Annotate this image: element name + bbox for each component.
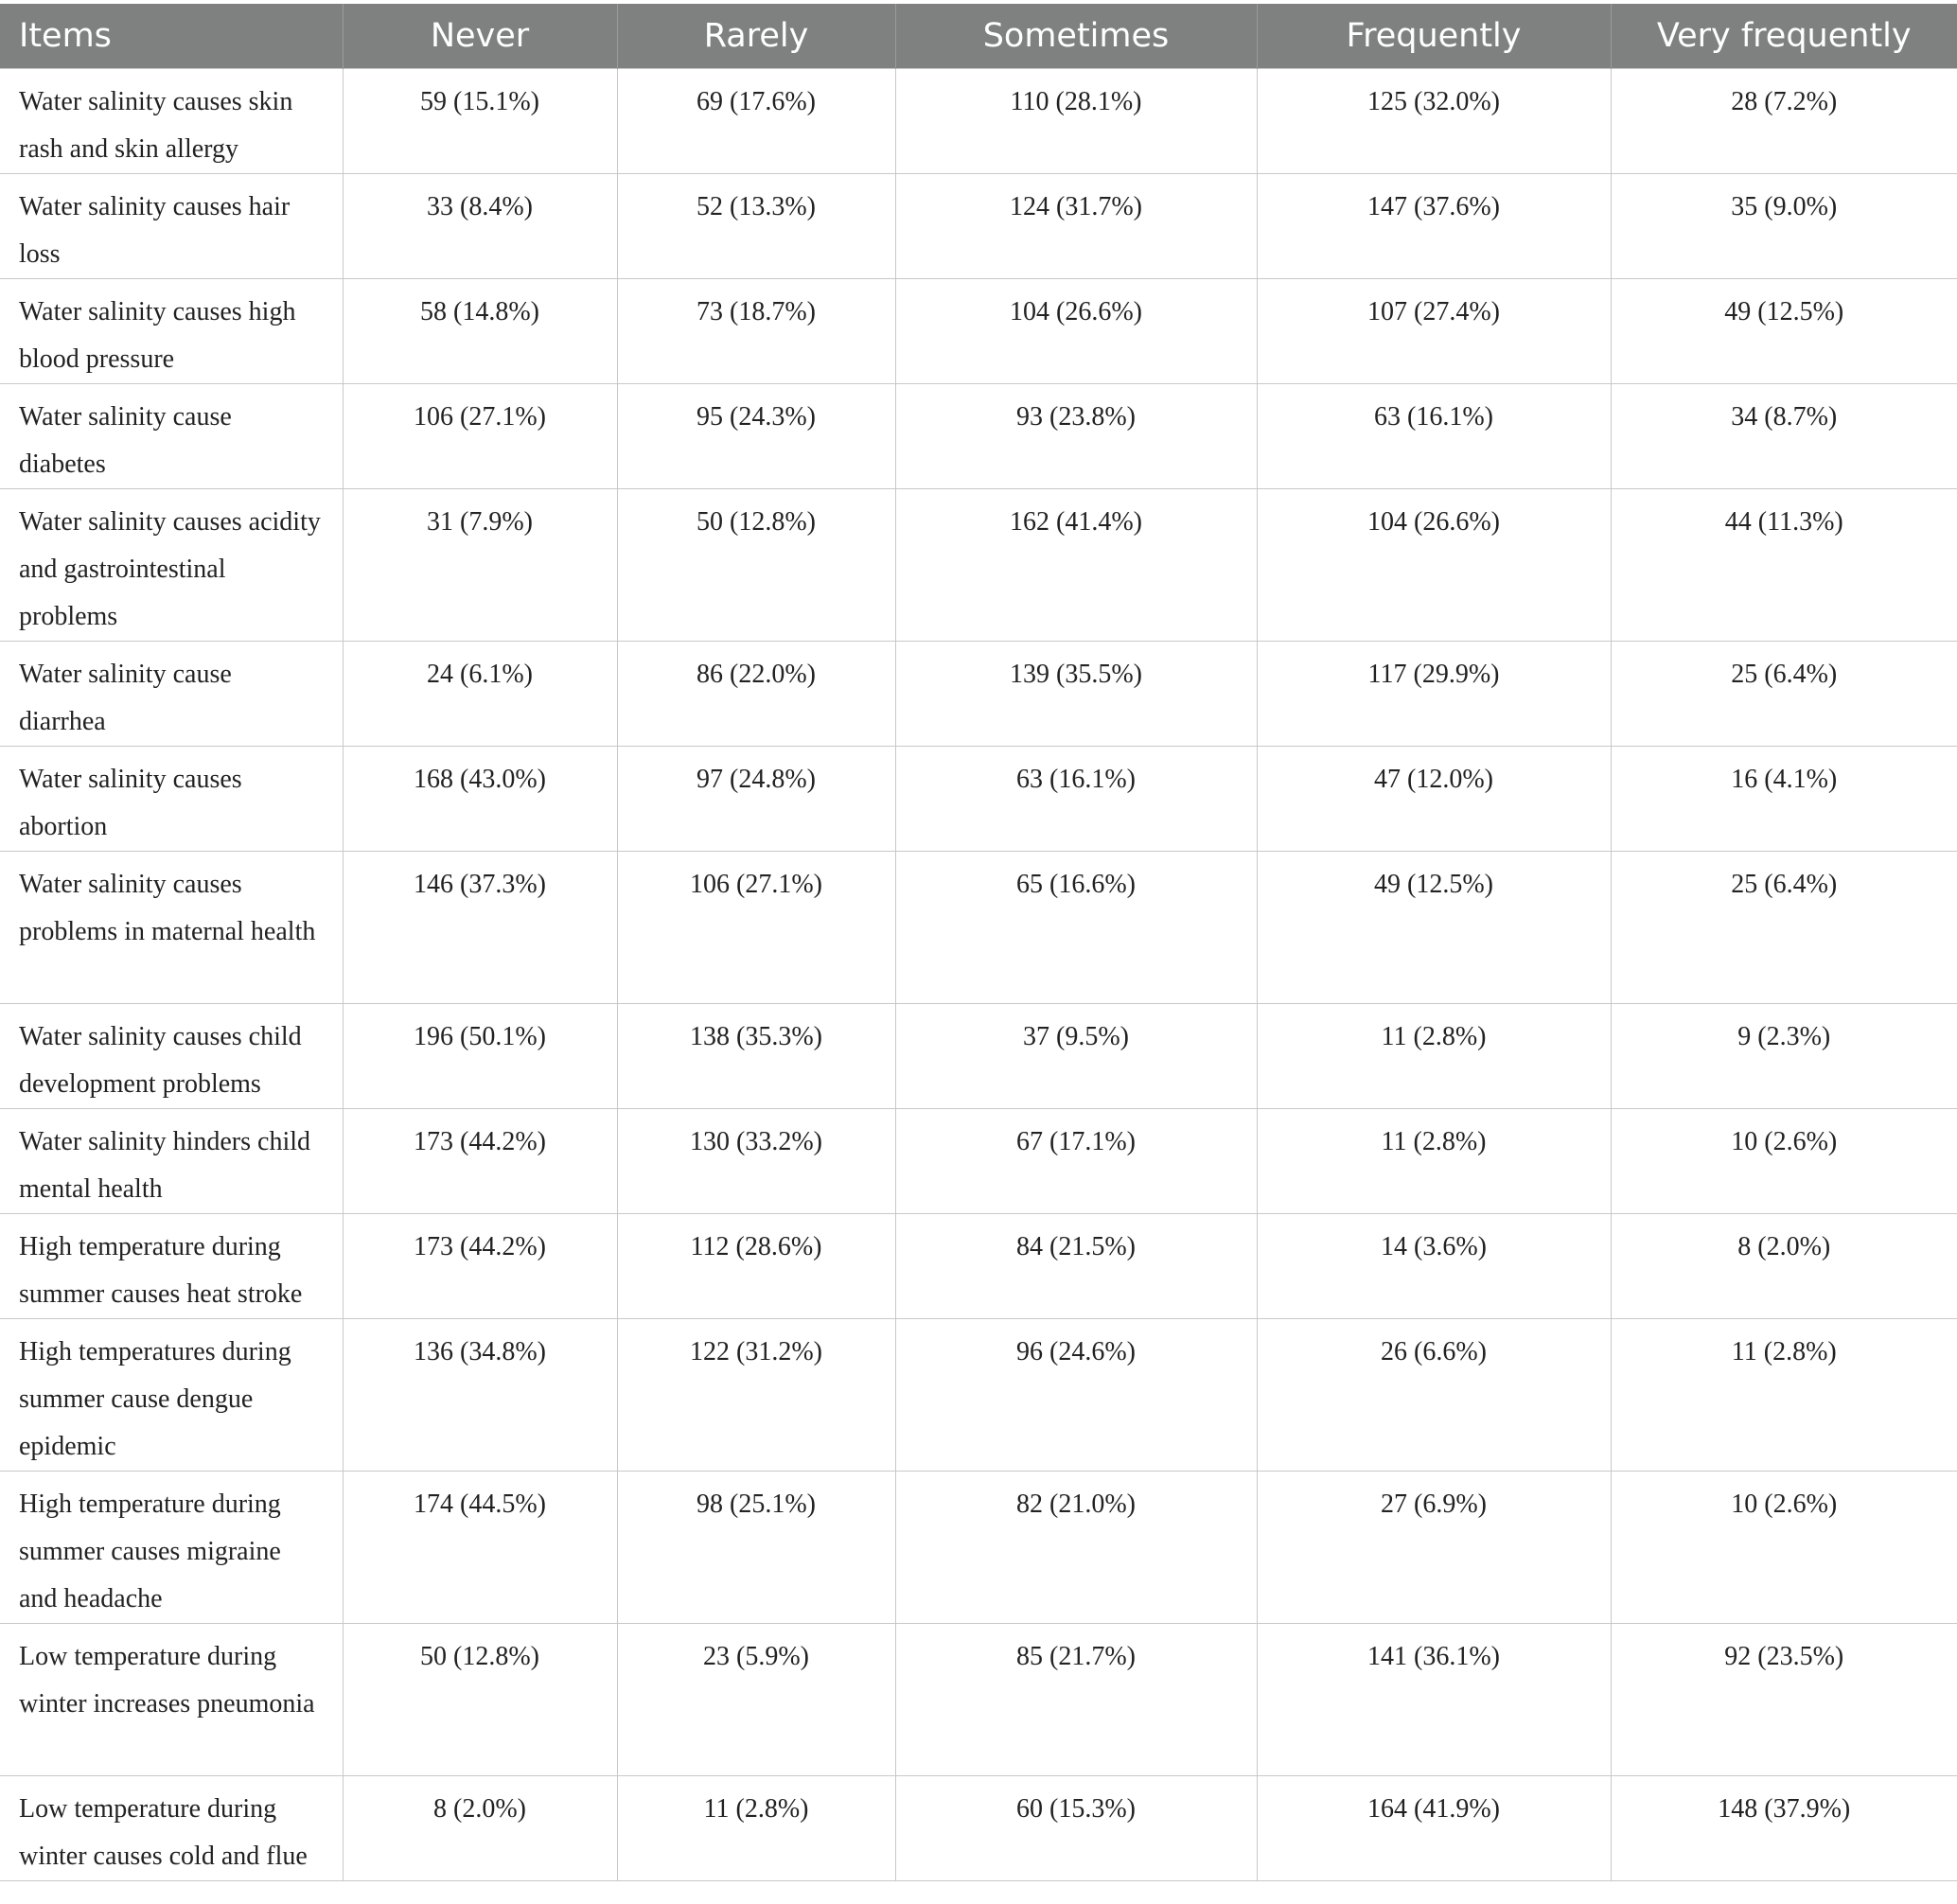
very-frequently-cell: 8 (2.0%) xyxy=(1611,1214,1957,1319)
very-frequently-cell: 28 (7.2%) xyxy=(1611,69,1957,174)
frequently-cell: 11 (2.8%) xyxy=(1257,1004,1611,1109)
item-cell: Low temperature during winter causes cold and flue xyxy=(0,1776,343,1881)
never-cell: 196 (50.1%) xyxy=(343,1004,617,1109)
frequently-cell: 125 (32.0%) xyxy=(1257,69,1611,174)
frequently-cell: 147 (37.6%) xyxy=(1257,174,1611,279)
table-row xyxy=(0,747,1957,852)
table-header xyxy=(0,4,1957,69)
never-cell: 173 (44.2%) xyxy=(343,1109,617,1214)
table-row xyxy=(0,1109,1957,1214)
frequently-cell: 107 (27.4%) xyxy=(1257,279,1611,384)
never-cell: 33 (8.4%) xyxy=(343,174,617,279)
never-cell: 8 (2.0%) xyxy=(343,1776,617,1881)
frequently-cell: 47 (12.0%) xyxy=(1257,747,1611,852)
sometimes-cell: 139 (35.5%) xyxy=(895,642,1257,747)
table-row xyxy=(0,384,1957,489)
never-cell: 173 (44.2%) xyxy=(343,1214,617,1319)
rarely-cell: 52 (13.3%) xyxy=(617,174,895,279)
rarely-cell: 138 (35.3%) xyxy=(617,1004,895,1109)
rarely-cell: 11 (2.8%) xyxy=(617,1776,895,1881)
header-frequently: Frequently xyxy=(1257,4,1611,69)
sometimes-cell: 82 (21.0%) xyxy=(895,1472,1257,1624)
sometimes-cell: 110 (28.1%) xyxy=(895,69,1257,174)
never-cell: 59 (15.1%) xyxy=(343,69,617,174)
header-items: Items xyxy=(0,4,343,69)
table-row xyxy=(0,852,1957,1004)
very-frequently-cell: 10 (2.6%) xyxy=(1611,1472,1957,1624)
item-cell: Water salinity causes skin rash and skin allergy xyxy=(0,69,343,174)
never-cell: 106 (27.1%) xyxy=(343,384,617,489)
rarely-cell: 69 (17.6%) xyxy=(617,69,895,174)
item-cell: Water salinity cause diarrhea xyxy=(0,642,343,747)
item-cell: Low temperature during winter increases pneumonia xyxy=(0,1624,343,1776)
frequently-cell: 27 (6.9%) xyxy=(1257,1472,1611,1624)
very-frequently-cell: 148 (37.9%) xyxy=(1611,1776,1957,1881)
very-frequently-cell: 9 (2.3%) xyxy=(1611,1004,1957,1109)
very-frequently-cell: 92 (23.5%) xyxy=(1611,1624,1957,1776)
item-cell: Water salinity causes acidity and gastrointestinal problems xyxy=(0,489,343,642)
rarely-cell: 97 (24.8%) xyxy=(617,747,895,852)
never-cell: 168 (43.0%) xyxy=(343,747,617,852)
very-frequently-cell: 25 (6.4%) xyxy=(1611,852,1957,1004)
item-cell: High temperature during summer causes migraine and headache xyxy=(0,1472,343,1624)
table-row xyxy=(0,69,1957,174)
sometimes-cell: 65 (16.6%) xyxy=(895,852,1257,1004)
rarely-cell: 122 (31.2%) xyxy=(617,1319,895,1472)
never-cell: 174 (44.5%) xyxy=(343,1472,617,1624)
rarely-cell: 95 (24.3%) xyxy=(617,384,895,489)
table-row xyxy=(0,174,1957,279)
item-cell: Water salinity cause diabetes xyxy=(0,384,343,489)
sometimes-cell: 67 (17.1%) xyxy=(895,1109,1257,1214)
table-row xyxy=(0,489,1957,642)
frequently-cell: 11 (2.8%) xyxy=(1257,1109,1611,1214)
header-very-frequently: Very frequently xyxy=(1611,4,1957,69)
item-cell: Water salinity causes abortion xyxy=(0,747,343,852)
rarely-cell: 23 (5.9%) xyxy=(617,1624,895,1776)
sometimes-cell: 84 (21.5%) xyxy=(895,1214,1257,1319)
rarely-cell: 50 (12.8%) xyxy=(617,489,895,642)
table-row xyxy=(0,642,1957,747)
rarely-cell: 106 (27.1%) xyxy=(617,852,895,1004)
header-sometimes: Sometimes xyxy=(895,4,1257,69)
table-row xyxy=(0,1319,1957,1472)
survey-table xyxy=(0,4,1957,1881)
sometimes-cell: 63 (16.1%) xyxy=(895,747,1257,852)
rarely-cell: 86 (22.0%) xyxy=(617,642,895,747)
never-cell: 31 (7.9%) xyxy=(343,489,617,642)
frequently-cell: 141 (36.1%) xyxy=(1257,1624,1611,1776)
rarely-cell: 98 (25.1%) xyxy=(617,1472,895,1624)
sometimes-cell: 93 (23.8%) xyxy=(895,384,1257,489)
sometimes-cell: 37 (9.5%) xyxy=(895,1004,1257,1109)
very-frequently-cell: 11 (2.8%) xyxy=(1611,1319,1957,1472)
very-frequently-cell: 16 (4.1%) xyxy=(1611,747,1957,852)
table-row xyxy=(0,1472,1957,1624)
very-frequently-cell: 35 (9.0%) xyxy=(1611,174,1957,279)
rarely-cell: 112 (28.6%) xyxy=(617,1214,895,1319)
header-never: Never xyxy=(343,4,617,69)
sometimes-cell: 60 (15.3%) xyxy=(895,1776,1257,1881)
frequently-cell: 49 (12.5%) xyxy=(1257,852,1611,1004)
sometimes-cell: 162 (41.4%) xyxy=(895,489,1257,642)
table-row xyxy=(0,1776,1957,1881)
sometimes-cell: 96 (24.6%) xyxy=(895,1319,1257,1472)
table-row xyxy=(0,1624,1957,1776)
never-cell: 58 (14.8%) xyxy=(343,279,617,384)
sometimes-cell: 104 (26.6%) xyxy=(895,279,1257,384)
table-body xyxy=(0,69,1957,1881)
item-cell: Water salinity causes hair loss xyxy=(0,174,343,279)
table-row xyxy=(0,1004,1957,1109)
frequently-cell: 164 (41.9%) xyxy=(1257,1776,1611,1881)
header-rarely: Rarely xyxy=(617,4,895,69)
never-cell: 136 (34.8%) xyxy=(343,1319,617,1472)
frequently-cell: 117 (29.9%) xyxy=(1257,642,1611,747)
header-row xyxy=(0,4,1957,69)
sometimes-cell: 85 (21.7%) xyxy=(895,1624,1257,1776)
frequently-cell: 14 (3.6%) xyxy=(1257,1214,1611,1319)
rarely-cell: 130 (33.2%) xyxy=(617,1109,895,1214)
item-cell: Water salinity causes high blood pressure xyxy=(0,279,343,384)
very-frequently-cell: 49 (12.5%) xyxy=(1611,279,1957,384)
never-cell: 146 (37.3%) xyxy=(343,852,617,1004)
never-cell: 24 (6.1%) xyxy=(343,642,617,747)
item-cell: Water salinity causes problems in maternal health xyxy=(0,852,343,1004)
table-row xyxy=(0,279,1957,384)
item-cell: Water salinity hinders child mental health xyxy=(0,1109,343,1214)
very-frequently-cell: 25 (6.4%) xyxy=(1611,642,1957,747)
frequently-cell: 26 (6.6%) xyxy=(1257,1319,1611,1472)
item-cell: High temperatures during summer cause dengue epidemic xyxy=(0,1319,343,1472)
item-cell: High temperature during summer causes heat stroke xyxy=(0,1214,343,1319)
never-cell: 50 (12.8%) xyxy=(343,1624,617,1776)
rarely-cell: 73 (18.7%) xyxy=(617,279,895,384)
very-frequently-cell: 10 (2.6%) xyxy=(1611,1109,1957,1214)
frequently-cell: 63 (16.1%) xyxy=(1257,384,1611,489)
item-cell: Water salinity causes child development problems xyxy=(0,1004,343,1109)
very-frequently-cell: 44 (11.3%) xyxy=(1611,489,1957,642)
very-frequently-cell: 34 (8.7%) xyxy=(1611,384,1957,489)
frequently-cell: 104 (26.6%) xyxy=(1257,489,1611,642)
sometimes-cell: 124 (31.7%) xyxy=(895,174,1257,279)
table-row xyxy=(0,1214,1957,1319)
